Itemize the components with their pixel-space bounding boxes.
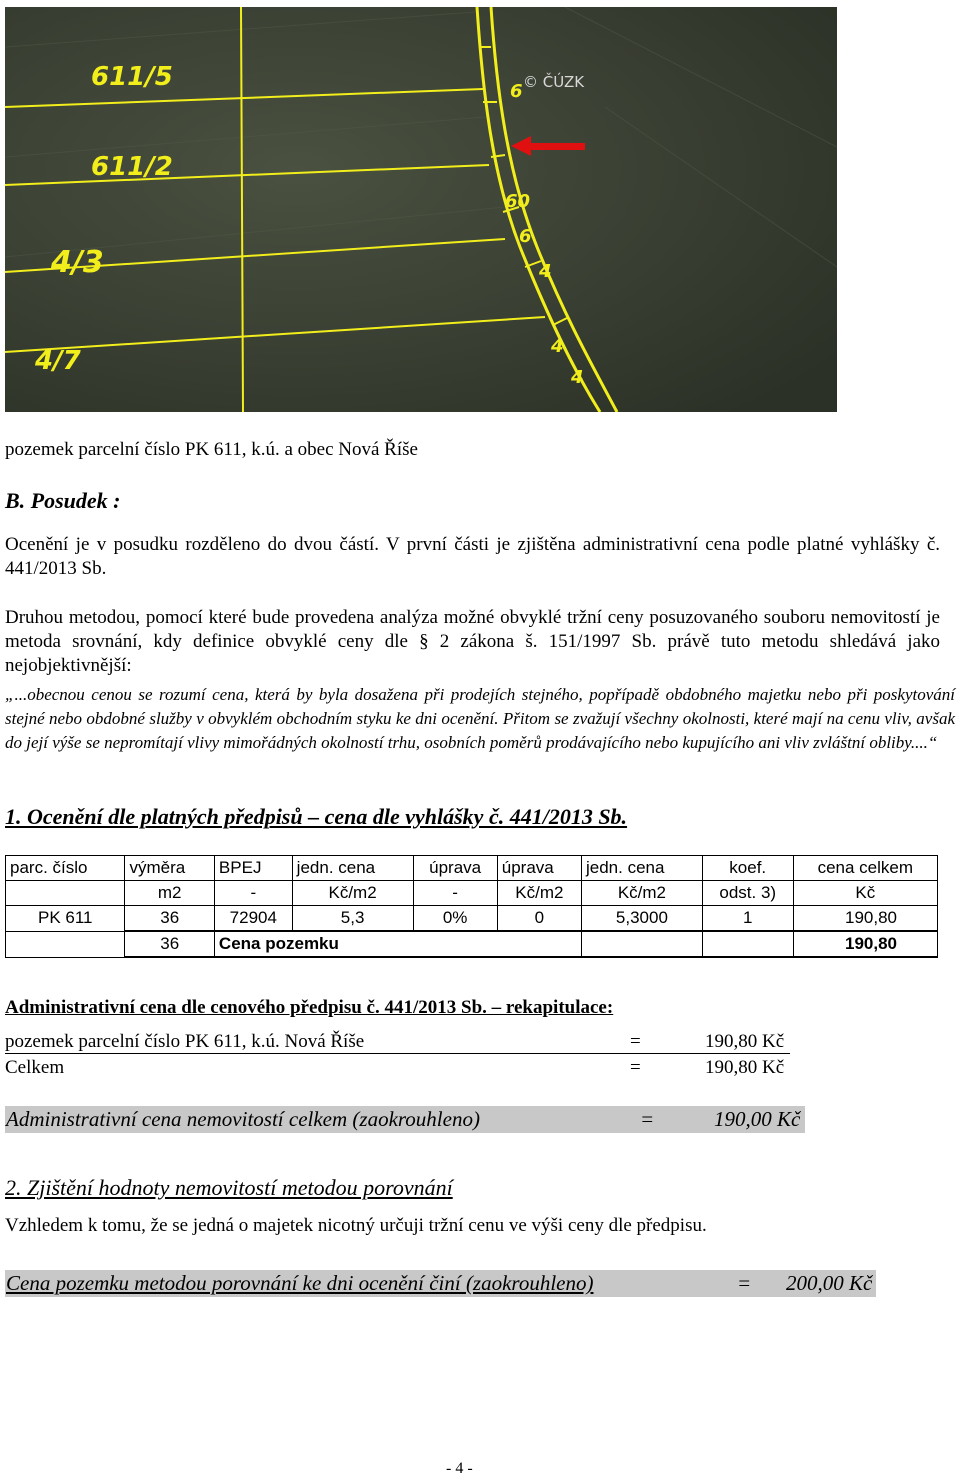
- side-label-6: 4: [571, 367, 584, 388]
- table-header-cell: [6, 881, 125, 906]
- table-header-cell: jedn. cena: [292, 856, 413, 881]
- paragraph-3: Vzhledem k tomu, že se jedná o majetek nicotný určuji tržní cenu ve výši ceny dle předpisu.: [5, 1215, 707, 1236]
- table-header-cell: BPEJ: [214, 856, 292, 881]
- table-cell: 0: [497, 906, 581, 932]
- table-header-cell: úprava: [413, 856, 497, 881]
- table-cell: 5,3000: [582, 906, 703, 932]
- paragraph-2: Druhou metodou, pomocí které bude provedena analýza možné obvyklé tržní ceny posuzovaného souboru nemovitostí je metoda srovnání, kdy definice obvyklé ceny dle § 2 zákona š. 151/1997 Sb. právě tuto metodu shledává jako nejobjektivnější:: [5, 607, 940, 676]
- table-cell: 36: [125, 906, 214, 932]
- recap-line-1-value: 190,80 Kč: [705, 1031, 785, 1052]
- table-cell: 1: [702, 906, 793, 932]
- side-label-3: 6: [519, 226, 532, 247]
- page-number: - 4 -: [446, 1460, 473, 1477]
- map-drawing: [5, 7, 837, 412]
- recap-line-1-label: pozemek parcelní číslo PK 611, k.ú. Nová Říše: [5, 1030, 625, 1054]
- final-price-label: Cena pozemku metodou porovnání ke dni ocenění činí (zaokrouhleno): [6, 1271, 594, 1295]
- table-header-cell: Kč/m2: [582, 881, 703, 906]
- total-area: 36: [125, 931, 214, 957]
- total-label: Cena pozemku: [214, 931, 581, 957]
- table-row: [6, 906, 938, 932]
- table-header-cell: -: [214, 881, 292, 906]
- table-header-cell: výměra: [125, 856, 214, 881]
- admin-total-value: 190,00 Kč: [714, 1107, 801, 1131]
- paragraph-1: Ocenění je v posudku rozděleno do dvou částí. V první části je zjištěna administrativní cena podle platné vyhlášky č. 441/2013 Sb.: [5, 534, 940, 579]
- table-header-row-2: [6, 881, 938, 906]
- table-header-cell: Kč/m2: [292, 881, 413, 906]
- map-watermark: © ČÚZK: [523, 73, 585, 91]
- parcel-label-2: 611/2: [91, 152, 173, 182]
- cadastral-map-image: [5, 7, 837, 412]
- side-label-1: 6: [510, 81, 523, 102]
- map-caption: pozemek parcelní číslo PK 611, k.ú. a obec Nová Říše: [5, 439, 418, 460]
- recap-line-1-eq: =: [630, 1031, 641, 1052]
- valuation-table: [5, 855, 938, 958]
- table-header-cell: -: [413, 881, 497, 906]
- recap-line-2-value: 190,80 Kč: [705, 1057, 785, 1078]
- final-price-value: 200,00 Kč: [786, 1271, 873, 1295]
- table-header-cell: cena celkem: [793, 856, 937, 881]
- table-total-row: [6, 931, 938, 957]
- table-header-cell: parc. číslo: [6, 856, 125, 881]
- table-cell: PK 611: [6, 906, 125, 932]
- table-header-cell: úprava: [497, 856, 581, 881]
- side-label-2: 60: [505, 191, 531, 212]
- legal-quote: „...obecnou cenou se rozumí cena, která by byla dosažena při prodejích stejného, popřípadě obdobného majetku nebo při poskytování stejné nebo obdobné služby v obvyklém obchodním styku ke dni ocenění. Přitom se zvažují všechny okolnosti, které mají na cenu vliv, avšak do její výše se nepromítají vlivy mimořádných okolností trhu, osobních poměrů prodávajícího nebo kupujícího ani vliv zvláštní obliby....“: [5, 685, 955, 752]
- table-header-cell: odst. 3): [702, 881, 793, 906]
- table-cell: 190,80: [793, 906, 937, 932]
- recap-line-2-label: Celkem: [5, 1057, 65, 1078]
- side-label-5: 4: [551, 336, 564, 357]
- table-header-cell: jedn. cena: [582, 856, 703, 881]
- parcel-label-3: 4/3: [51, 245, 104, 280]
- table-header-cell: koef.: [702, 856, 793, 881]
- admin-total-eq: =: [640, 1107, 655, 1131]
- heading-valuation-by-regulation: 1. Ocenění dle platných předpisů – cena dle vyhlášky č. 441/2013 Sb.: [5, 804, 628, 829]
- side-label-4: 4: [539, 261, 552, 282]
- parcel-label-1: 611/5: [91, 62, 173, 92]
- table-header-row-1: [6, 856, 938, 881]
- recap-title: Administrativní cena dle cenového předpisu č. 441/2013 Sb. – rekapitulace:: [5, 997, 614, 1018]
- table-cell: 72904: [214, 906, 292, 932]
- table-header-cell: Kč/m2: [497, 881, 581, 906]
- table-header-cell: m2: [125, 881, 214, 906]
- total-value: 190,80: [793, 931, 937, 957]
- parcel-label-4: 4/7: [35, 346, 81, 376]
- admin-total-label: Administrativní cena nemovitostí celkem (zaokrouhleno): [6, 1107, 480, 1131]
- table-cell: 5,3: [292, 906, 413, 932]
- table-header-cell: Kč: [793, 881, 937, 906]
- heading-comparison-method: 2. Zjištění hodnoty nemovitostí metodou porovnání: [5, 1175, 453, 1200]
- section-b-heading: B. Posudek :: [5, 488, 121, 513]
- final-price-eq: =: [737, 1271, 752, 1295]
- table-cell: 0%: [413, 906, 497, 932]
- recap-line-2-eq: =: [630, 1057, 641, 1078]
